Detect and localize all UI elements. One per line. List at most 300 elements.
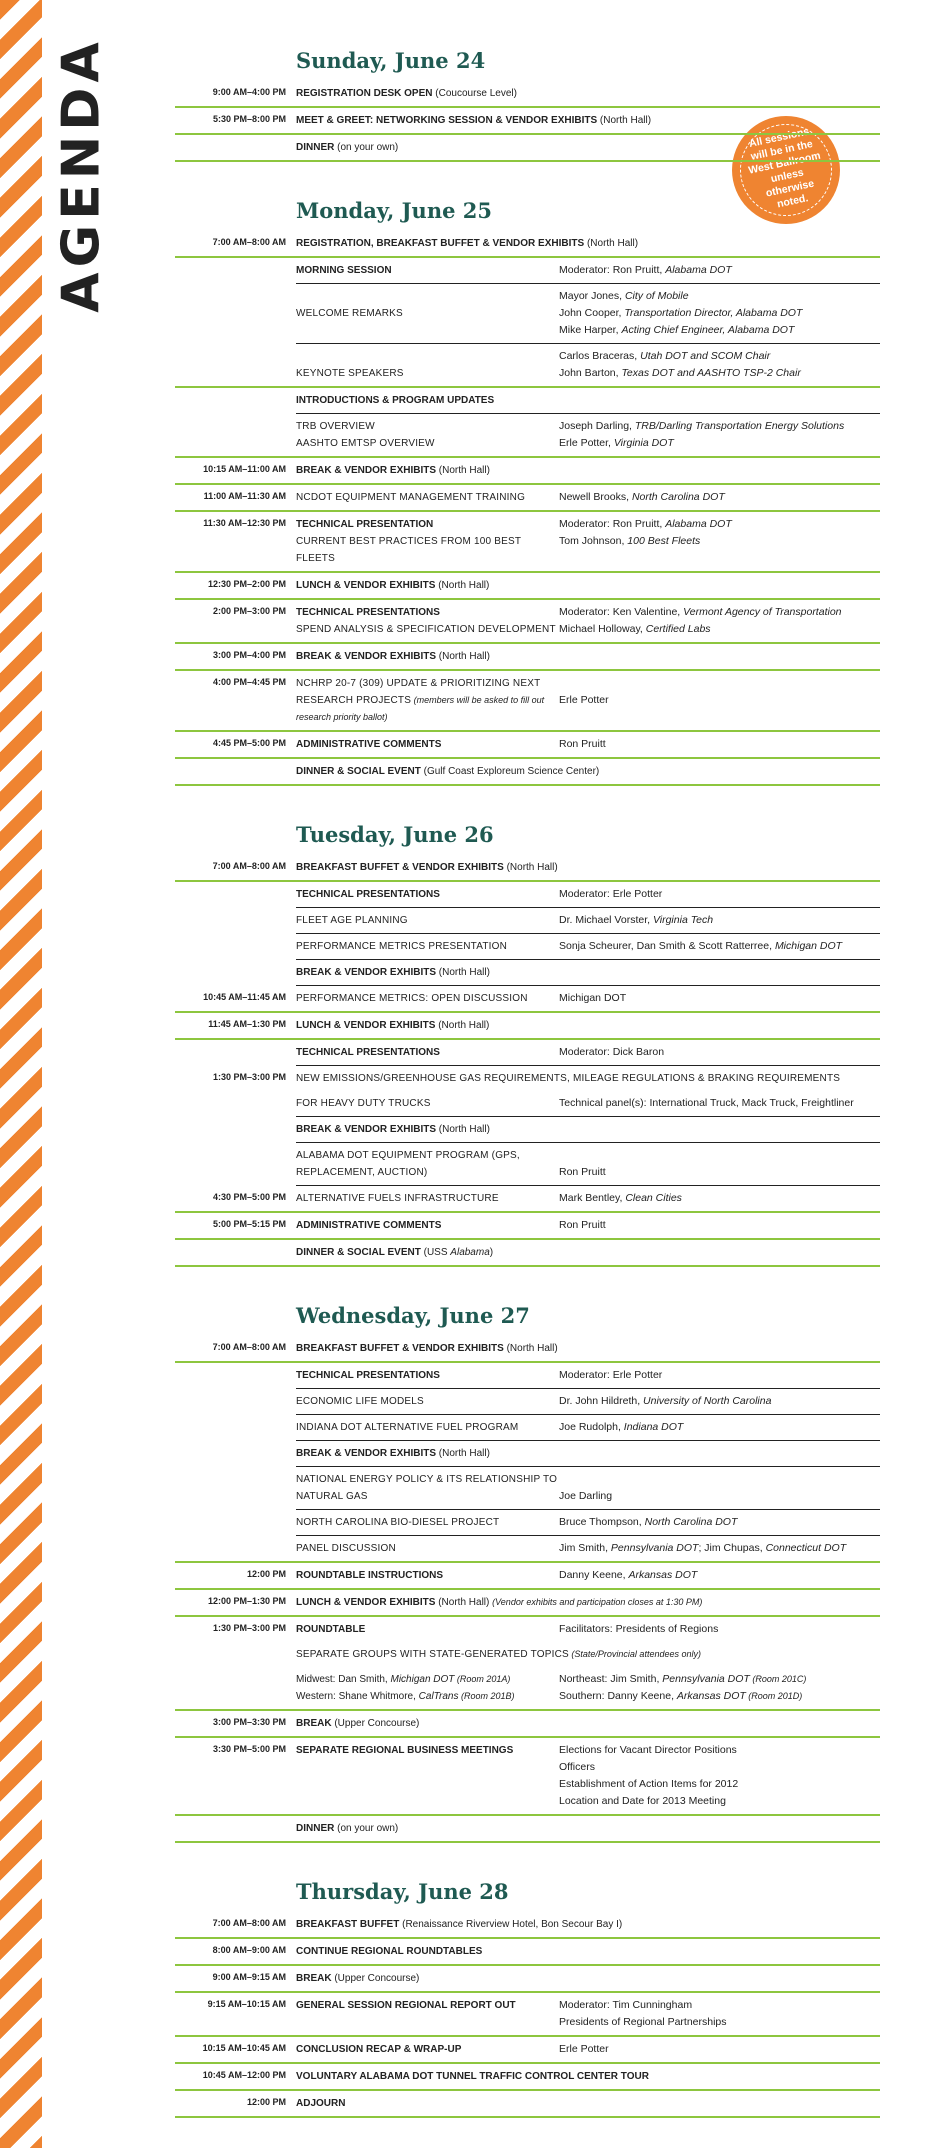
text-line [296, 1688, 559, 1705]
time-slot: 12:30 PM–2:00 PM [207, 579, 286, 589]
text-segment: Newell Brooks, [559, 491, 632, 503]
text-segment: TECHNICAL PRESENTATION [296, 519, 434, 530]
time-slot [175, 1536, 296, 1561]
decorative-stripe-band [0, 0, 42, 2148]
agenda-row [175, 231, 880, 258]
day-title: Tuesday, June 26 [296, 822, 494, 847]
activity [296, 1510, 559, 1535]
text-line [296, 418, 559, 435]
text-segment: LUNCH & VENDOR EXHIBITS [296, 1020, 436, 1031]
text-segment: SEPARATE GROUPS WITH STATE-GENERATED TOPICS [296, 1649, 569, 1660]
text-segment: ; Jim Chupas, [698, 1542, 766, 1554]
text-segment: TECHNICAL PRESENTATIONS [296, 1370, 440, 1381]
text-segment: PERFORMANCE METRICS: OPEN DISCUSSION [296, 993, 528, 1004]
text-segment: Virginia Tech [652, 914, 714, 926]
text-line [296, 348, 559, 365]
text-line [559, 1742, 880, 1759]
agenda-row [175, 644, 880, 671]
text-line [559, 736, 880, 753]
text-line [559, 262, 880, 279]
activity [296, 258, 559, 283]
time-slot: 3:30 PM–5:00 PM [212, 1744, 286, 1754]
text-segment: Pennsylvania DOT [610, 1542, 699, 1554]
text-segment: CONTINUE REGIONAL ROUNDTABLES [296, 1946, 483, 1957]
text-line [559, 1621, 880, 1638]
activity [296, 732, 559, 757]
text-segment: (Room 201D) [745, 1691, 803, 1701]
text-segment: Dr. John Hildreth, [559, 1395, 644, 1407]
text-segment: Alabama DOT [665, 264, 732, 276]
text-segment: TRB OVERVIEW [296, 421, 375, 432]
time-slot: 4:00 PM–4:45 PM [212, 677, 286, 687]
text-line [296, 1742, 559, 1759]
text-segment: Bruce Thompson, [559, 1516, 645, 1528]
time-slot: 9:15 AM–10:15 AM [207, 1999, 286, 2009]
text-line [296, 1970, 559, 1987]
activity [296, 344, 559, 386]
agenda-row [175, 732, 880, 759]
activity [296, 855, 559, 880]
agenda-row [175, 1711, 880, 1738]
text-line [559, 1688, 880, 1705]
text-line [559, 990, 880, 1007]
activity [296, 1642, 880, 1667]
activity [296, 908, 559, 933]
activity [296, 1966, 559, 1991]
text-segment: Erle Potter [559, 2043, 609, 2055]
text-segment: BREAK & VENDOR EXHIBITS [296, 1448, 437, 1459]
text-segment: North Carolina DOT [631, 491, 725, 503]
text-line [296, 648, 559, 665]
text-segment: (Coucourse Level) [432, 88, 517, 99]
text-segment: (Room 201B) [458, 1691, 515, 1701]
text-line [559, 2014, 880, 2031]
time-slot [175, 1816, 296, 1841]
text-segment: ALABAMA DOT EQUIPMENT PROGRAM (GPS, REPLACEMENT, AUCTION) [296, 1150, 520, 1178]
text-segment: MEET & GREET: NETWORKING SESSION & VENDOR EXHIBITS [296, 115, 598, 126]
text-line [296, 1471, 559, 1505]
text-line [559, 1540, 880, 1557]
time-slot: 7:00 AM–8:00 AM [212, 237, 286, 247]
text-segment: Texas DOT and AASHTO TSP-2 Chair [621, 367, 801, 379]
agenda-row [296, 908, 880, 934]
time-slot: 7:00 AM–8:00 AM [212, 1342, 286, 1352]
activity [296, 1590, 880, 1615]
day-section [175, 822, 880, 1267]
speakers [559, 671, 880, 730]
text-segment: Moderator: Erle Potter [559, 1369, 663, 1381]
text-line [559, 1759, 880, 1776]
text-segment: Arkansas DOT [628, 1569, 698, 1581]
speakers [559, 2091, 880, 2116]
text-segment: (North Hall) [584, 238, 639, 249]
activity [296, 1143, 559, 1185]
text-segment: (North Hall) [597, 115, 652, 126]
text-segment: (North Hall) [436, 1124, 490, 1135]
text-segment: (Vendor exhibits and participation closes at 1:30 PM) [492, 1597, 703, 1607]
time-slot: 10:45 AM–11:45 AM [203, 992, 286, 1002]
activity [296, 485, 559, 510]
text-line [296, 112, 880, 129]
speakers [559, 1939, 880, 1964]
activity [296, 1389, 559, 1414]
text-line [559, 1514, 880, 1531]
text-segment: Southern: Danny Keene, [559, 1690, 677, 1702]
text-segment: (North Hall) [435, 1020, 490, 1031]
text-line [296, 2041, 559, 2058]
text-segment: Michigan DOT [559, 992, 627, 1004]
speakers [559, 1510, 880, 1535]
speakers [559, 1738, 880, 1814]
speakers [559, 1467, 880, 1509]
speakers [559, 1966, 880, 1991]
agenda-row [175, 344, 880, 388]
text-line [559, 489, 880, 506]
day-section [175, 48, 880, 162]
text-segment: DINNER & SOCIAL EVENT [296, 766, 421, 777]
text-segment: (North Hall) [436, 651, 490, 662]
speakers [559, 882, 880, 907]
time-slot: 10:15 AM–11:00 AM [203, 464, 286, 474]
text-line [296, 1147, 559, 1181]
agenda-row [175, 855, 880, 882]
text-segment: Danny Keene, [559, 1569, 629, 1581]
time-slot [175, 344, 296, 386]
speakers [559, 1363, 880, 1388]
text-line [296, 139, 559, 156]
text-line [296, 990, 559, 1007]
text-line [559, 1393, 880, 1410]
activity [296, 1816, 559, 1841]
text-segment: Moderator: Dick Baron [559, 1046, 665, 1058]
agenda-row [296, 960, 880, 986]
text-segment: AASHTO EMTSP OVERVIEW [296, 438, 435, 449]
text-segment: Carlos Braceras, [559, 350, 641, 362]
text-segment: BREAKFAST BUFFET & VENDOR EXHIBITS [296, 1343, 504, 1354]
text-segment: LUNCH & VENDOR EXHIBITS [296, 580, 436, 591]
activity [296, 284, 559, 343]
agenda-row [175, 1816, 880, 1843]
text-segment: Mike Harper, [559, 324, 622, 336]
text-segment: Elections for Vacant Director Positions [559, 1744, 737, 1756]
agenda-row [175, 573, 880, 600]
activity [296, 1117, 559, 1142]
text-segment: NATIONAL ENERGY POLICY & ITS RELATIONSHIP TO NATURAL GAS [296, 1474, 558, 1502]
time-slot: 4:45 PM–5:00 PM [212, 738, 286, 748]
text-line [559, 1488, 880, 1505]
agenda-row [296, 1441, 880, 1467]
text-segment: BREAK & VENDOR EXHIBITS [296, 465, 437, 476]
time-slot: 5:00 PM–5:15 PM [212, 1219, 286, 1229]
speakers [559, 960, 880, 985]
text-line [296, 938, 559, 955]
text-segment: Ron Pruitt [559, 1166, 606, 1178]
agenda-row [175, 108, 880, 135]
text-segment: Erle Potter, [559, 437, 614, 449]
text-segment: (Room 201A) [454, 1674, 511, 1684]
text-segment: Moderator: Ken Valentine, [559, 606, 684, 618]
agenda-row [175, 1617, 880, 1642]
text-line [296, 736, 559, 753]
text-segment: Sonja Scheurer, Dan Smith & Scott Ratterree, [559, 940, 775, 952]
time-slot: 7:00 AM–8:00 AM [212, 1918, 286, 1928]
text-segment: DINNER [296, 1823, 335, 1834]
text-line [296, 2095, 559, 2112]
activity [296, 2064, 880, 2089]
text-segment: PERFORMANCE METRICS PRESENTATION [296, 941, 508, 952]
text-line [559, 1471, 880, 1488]
agenda-row [175, 135, 880, 162]
text-line [296, 1997, 559, 2014]
text-segment: (North Hall) [435, 1597, 493, 1608]
text-segment: TECHNICAL PRESENTATIONS [296, 607, 440, 618]
speakers [559, 1389, 880, 1414]
text-segment: (North Hall) [435, 580, 490, 591]
agenda-row [296, 1091, 880, 1117]
agenda-row [296, 258, 880, 284]
text-segment: Tom Johnson, [559, 535, 628, 547]
activity [296, 1040, 559, 1065]
speakers [559, 1667, 880, 1709]
text-line [296, 435, 559, 452]
text-line [296, 533, 559, 567]
day-section [175, 198, 880, 786]
text-line [296, 1646, 880, 1663]
text-segment: Jim Smith, [559, 1542, 611, 1554]
agenda-row [175, 2064, 880, 2091]
speakers [559, 1013, 880, 1038]
text-segment: (North Hall) [436, 967, 490, 978]
text-segment: ROUNDTABLE INSTRUCTIONS [296, 1570, 444, 1581]
text-segment: BREAKFAST BUFFET & VENDOR EXHIBITS [296, 862, 504, 873]
text-segment: City of Mobile [624, 290, 689, 302]
text-segment: Mayor Jones, [559, 290, 625, 302]
day-title: Monday, June 25 [296, 198, 492, 223]
text-segment: KEYNOTE SPEAKERS [296, 368, 404, 379]
text-line [296, 1916, 880, 1933]
speakers [559, 512, 880, 571]
text-segment: Michigan DOT [774, 940, 843, 952]
speakers [559, 458, 880, 483]
activity [296, 573, 559, 598]
activity [296, 512, 559, 571]
text-segment: (Room 201C) [749, 1674, 807, 1684]
text-line [559, 533, 880, 550]
text-segment: BREAK & VENDOR EXHIBITS [296, 651, 437, 662]
text-segment: Moderator: Ron Pruitt, [559, 518, 666, 530]
text-line [559, 1147, 880, 1164]
text-segment: (North Hall) [503, 1343, 558, 1354]
text-segment: (North Hall) [503, 862, 558, 873]
text-segment: CONCLUSION RECAP & WRAP-UP [296, 2044, 462, 2055]
speakers [559, 1617, 880, 1642]
text-segment: Vermont Agency of Transportation [683, 606, 842, 618]
activity [296, 81, 559, 106]
agenda-row [175, 414, 880, 458]
text-line [559, 1776, 880, 1793]
agenda-schedule [175, 48, 880, 2154]
time-slot: 3:00 PM–3:30 PM [212, 1717, 286, 1727]
time-slot [175, 1667, 296, 1709]
day-section [175, 1303, 880, 1843]
agenda-row [175, 1667, 880, 1711]
text-segment: Moderator: Ron Pruitt, [559, 264, 666, 276]
agenda-row [175, 1213, 880, 1240]
activity [296, 1415, 559, 1440]
text-segment: CURRENT BEST PRACTICES FROM 100 BEST FLEETS [296, 536, 522, 564]
text-line [296, 1715, 559, 1732]
time-slot: 7:00 AM–8:00 AM [212, 861, 286, 871]
text-line [296, 1044, 559, 1061]
time-slot: 12:00 PM [246, 2097, 286, 2107]
text-line [296, 1419, 559, 1436]
speakers [559, 573, 880, 598]
time-slot [175, 759, 296, 784]
text-segment: (on your own) [334, 142, 399, 153]
text-segment: Dr. Michael Vorster, [559, 914, 653, 926]
text-line [296, 675, 559, 726]
text-line [296, 489, 559, 506]
text-segment: SEPARATE REGIONAL BUSINESS MEETINGS [296, 1745, 514, 1756]
agenda-row [175, 1642, 880, 1667]
text-segment: SPEND ANALYSIS & SPECIFICATION DEVELOPMENT [296, 624, 556, 635]
speakers [559, 1213, 880, 1238]
agenda-row [175, 2091, 880, 2118]
activity [296, 1563, 559, 1588]
speakers [559, 388, 880, 413]
speakers [559, 908, 880, 933]
agenda-row [296, 388, 880, 414]
activity [296, 414, 559, 456]
time-slot: 9:00 AM–4:00 PM [212, 87, 286, 97]
text-segment: Facilitators: Presidents of Regions [559, 1623, 719, 1635]
text-segment: Acting Chief Engineer, Alabama DOT [621, 324, 795, 336]
text-segment: (USS [420, 1247, 451, 1258]
speakers [559, 644, 880, 669]
text-segment: Transportation Director, Alabama DOT [624, 307, 803, 319]
text-segment: Moderator: Tim Cunningham [559, 1999, 693, 2011]
speakers [559, 1143, 880, 1185]
speakers [559, 414, 880, 456]
agenda-row [175, 1590, 880, 1617]
day-section [175, 1879, 880, 2118]
text-segment: Clean Cities [625, 1192, 682, 1204]
text-segment: John Cooper, [559, 307, 625, 319]
text-line [559, 675, 880, 692]
time-slot: 12:00 PM–1:30 PM [207, 1596, 286, 1606]
text-segment: North Carolina DOT [644, 1516, 738, 1528]
text-segment: Alabama [450, 1247, 490, 1258]
text-segment: Michigan DOT [390, 1674, 455, 1685]
agenda-row [175, 1563, 880, 1590]
text-segment: REGISTRATION DESK OPEN [296, 88, 433, 99]
activity [296, 759, 880, 784]
text-segment: Pennsylvania DOT [662, 1673, 750, 1685]
text-line [559, 938, 880, 955]
activity [296, 1617, 559, 1642]
text-segment: Western: Shane Whitmore, [296, 1691, 419, 1702]
text-line [296, 621, 559, 638]
time-slot: 2:00 PM–3:00 PM [212, 606, 286, 616]
activity [296, 986, 559, 1011]
text-segment: INTRODUCTIONS & PROGRAM UPDATES [296, 395, 495, 406]
speakers [559, 600, 880, 642]
agenda-row [175, 671, 880, 732]
text-line [296, 964, 559, 981]
text-line [296, 305, 559, 322]
text-segment: MORNING SESSION [296, 265, 392, 276]
activity [296, 108, 880, 133]
activity [296, 1213, 559, 1238]
text-line [559, 1671, 880, 1688]
text-segment: PANEL DISCUSSION [296, 1543, 396, 1554]
agenda-row [175, 512, 880, 573]
speakers [559, 1040, 880, 1065]
activity [296, 644, 559, 669]
agenda-row [296, 1510, 880, 1536]
text-segment: Ron Pruitt [559, 1219, 606, 1231]
speakers [559, 284, 880, 343]
text-segment: Connecticut DOT [765, 1542, 847, 1554]
text-segment: GENERAL SESSION REGIONAL REPORT OUT [296, 2000, 516, 2011]
speakers [559, 1993, 880, 2035]
text-line [559, 604, 880, 621]
text-line [559, 1164, 880, 1181]
text-line [559, 621, 880, 638]
text-segment: (Upper Concourse) [331, 1718, 420, 1729]
text-segment: Joseph Darling, [559, 420, 635, 432]
agenda-row [175, 2037, 880, 2064]
activity [296, 1336, 559, 1361]
text-segment: University of North Carolina [643, 1395, 772, 1407]
text-segment: 100 Best Fleets [627, 535, 701, 547]
agenda-row [175, 485, 880, 512]
speakers [559, 1240, 880, 1265]
text-line [559, 1419, 880, 1436]
text-line [296, 1594, 880, 1611]
time-slot: 5:30 PM–8:00 PM [212, 114, 286, 124]
text-segment: Establishment of Action Items for 2012 [559, 1778, 739, 1790]
day-title: Thursday, June 28 [296, 1879, 509, 1904]
activity [296, 458, 559, 483]
agenda-row [175, 1240, 880, 1267]
agenda-row [296, 1415, 880, 1441]
text-line [559, 1997, 880, 2014]
agenda-heading [50, 37, 114, 313]
text-line [296, 516, 559, 533]
text-line [559, 1793, 880, 1810]
agenda-row [296, 882, 880, 908]
text-segment: Ron Pruitt [559, 738, 606, 750]
text-line [296, 85, 559, 102]
text-line [296, 1190, 559, 1207]
text-line [296, 604, 559, 621]
agenda-row [175, 1966, 880, 1993]
text-line [296, 1017, 559, 1034]
time-slot [175, 1240, 296, 1265]
text-line [296, 235, 880, 252]
agenda-heading-text: AGENDA [52, 37, 112, 313]
text-line [559, 692, 880, 709]
speakers [559, 1117, 880, 1142]
activity [296, 882, 559, 907]
time-slot: 1:30 PM–3:00 PM [212, 1623, 286, 1633]
activity [296, 135, 559, 160]
agenda-row [175, 1066, 880, 1091]
activity [296, 1240, 559, 1265]
text-segment: Mark Bentley, [559, 1192, 626, 1204]
text-segment: DINNER & SOCIAL EVENT [296, 1247, 421, 1258]
